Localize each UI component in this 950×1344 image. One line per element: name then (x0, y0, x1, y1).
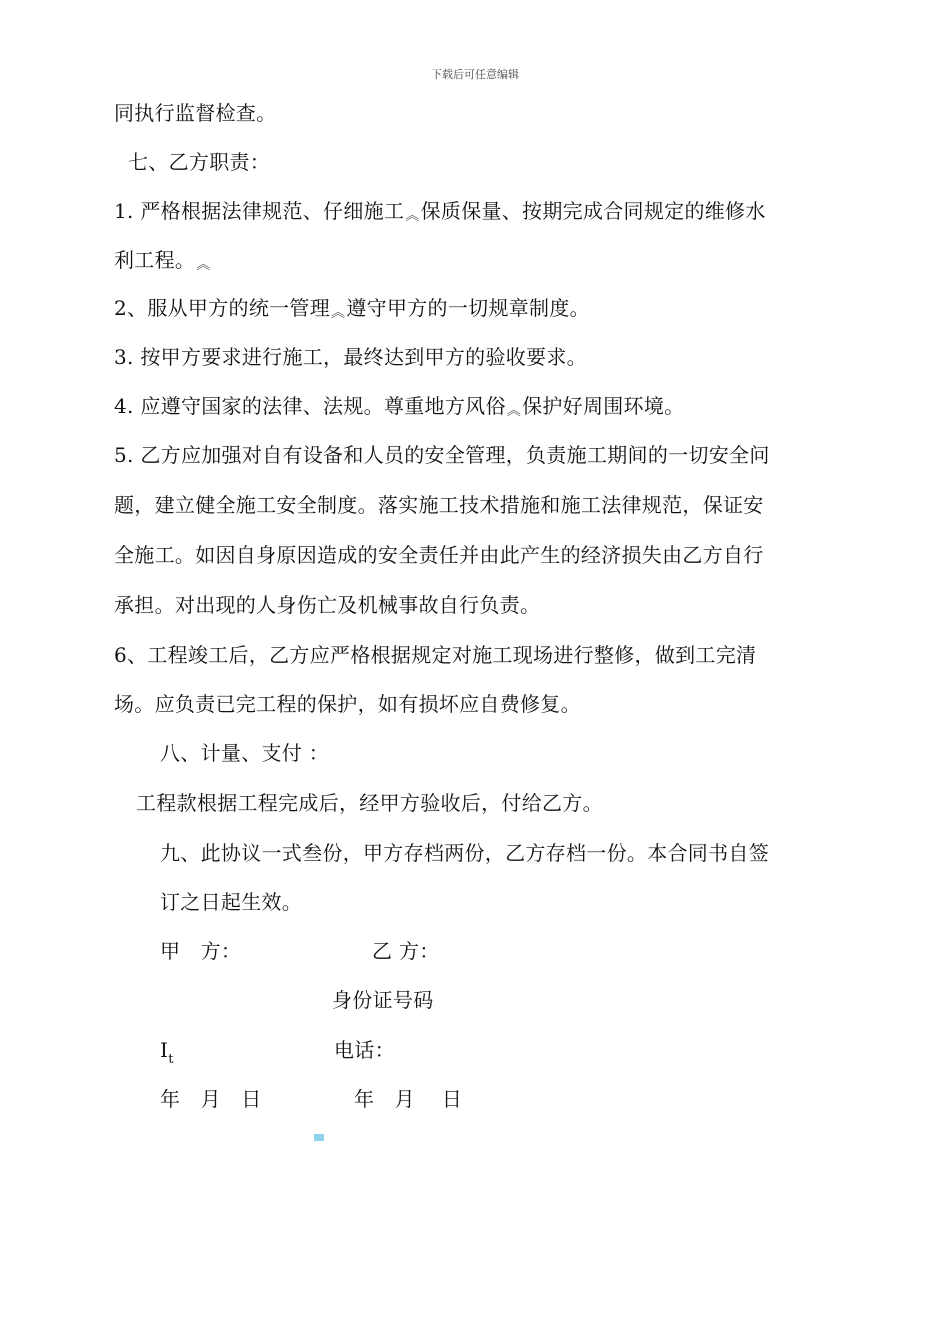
text-line: 1. 严格根据法律规范、仔细施工︽保质保量、按期完成合同规定的维修水 (114, 199, 766, 224)
section-heading-8: 八、计量、支付 ： (160, 741, 330, 765)
date-a: 年 月 日 (160, 1087, 262, 1111)
date-b: 年 月 日 (354, 1087, 463, 1111)
separator-mark: ︽ (331, 305, 346, 321)
party-a-label: 甲 方： (160, 939, 242, 963)
party-b-label: 乙 方： (372, 939, 440, 963)
text-line: 订之日起生效。 (160, 890, 303, 914)
highlight-mark (314, 1134, 324, 1141)
separator-mark: ︽ (506, 403, 522, 419)
section-heading-7: 七、乙方职责： (128, 150, 271, 174)
id-number-label: 身份证号码 (332, 988, 434, 1012)
separator-mark: ︽ (196, 257, 211, 273)
text-line: 5. 乙方应加强对自有设备和人员的安全管理，负责施工期间的一切安全问 (114, 443, 770, 467)
text-line: 工程款根据工程完成后，经甲方验收后，付给乙方。 (136, 791, 603, 815)
text-line: 3. 按甲方要求进行施工，最终达到甲方的验收要求。 (114, 345, 587, 369)
text-line: 题，建立健全施工安全制度。落实施工技术措施和施工法律规范，保证安 (114, 493, 764, 517)
lt-mark: $I_t$ (160, 1038, 174, 1067)
text-line: 场。应负责已完工程的保护，如有损坏应自费修复。 (114, 692, 581, 716)
page-header: 下载后可任意编辑 (431, 68, 519, 81)
separator-mark: ︽ (405, 208, 420, 224)
text-line: 2、服从甲方的统一管理︽遵守甲方的一切规章制度。 (114, 296, 590, 321)
text-line: 4. 应遵守国家的法律、法规。尊重地方风俗︽保护好周围环境。 (114, 394, 685, 419)
phone-label: 电话： (334, 1038, 395, 1062)
text-line: 利工程。︽ (114, 248, 211, 273)
section-heading-9: 九、此协议一式叁份，甲方存档两份，乙方存档一份。本合同书自签 (160, 841, 769, 865)
text-line: 同执行监督检查。 (114, 101, 277, 125)
text-line: 6、工程竣工后，乙方应严格根据规定对施工现场进行整修，做到工完清 (114, 643, 757, 667)
text-line: 承担。对出现的人身伤亡及机械事故自行负责。 (114, 593, 541, 617)
text-line: 全施工。如因自身原因造成的安全责任并由此产生的经济损失由乙方自行 (114, 543, 764, 567)
